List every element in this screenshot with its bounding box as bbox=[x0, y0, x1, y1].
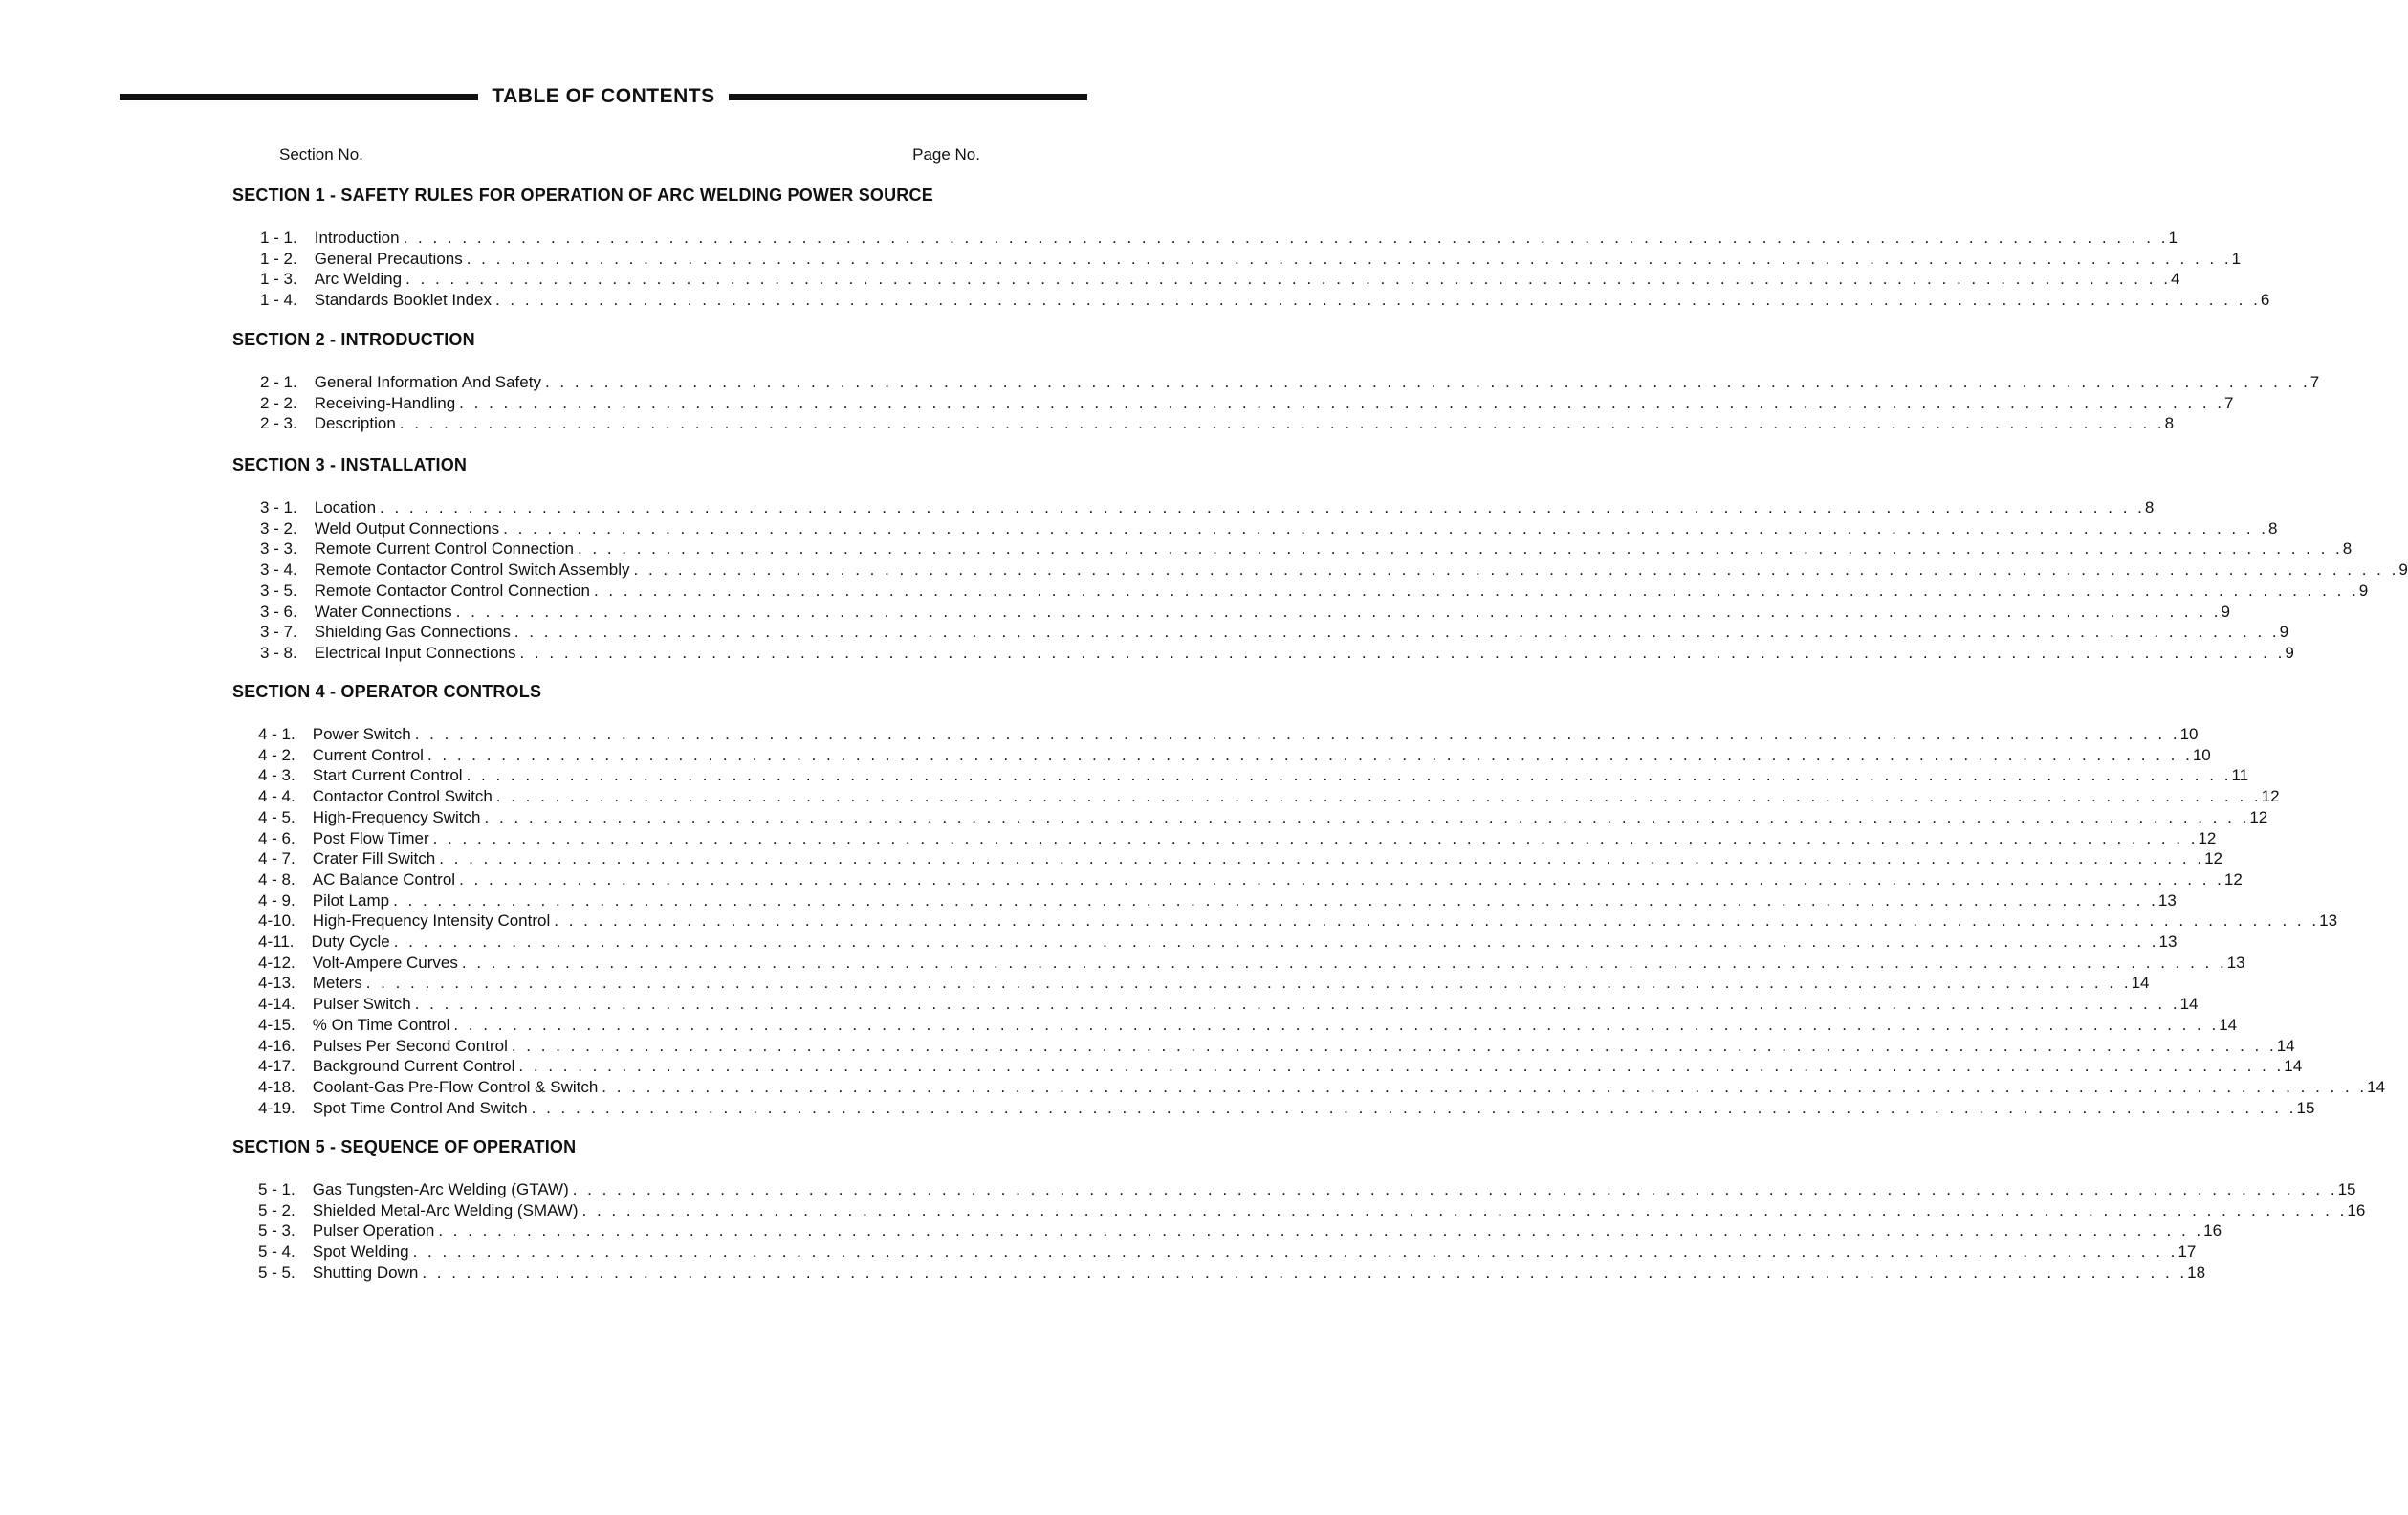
toc-entry bbox=[258, 869, 2243, 889]
dot-leader: . . . . . . . . . . . . . . . . . . . . . . . . . . . . . . . . . . . . . . . . . . . . . . . . . . . . . . . . . . . . . . . . . . . . . . . . . . . . . . . . . . . . . . . . . . . . . . . . . . . . . . . . . . . . . . . . . . . . . . . . bbox=[459, 869, 2224, 889]
entry-label: High-Frequency Intensity Control bbox=[312, 911, 551, 931]
entry-label-group bbox=[313, 994, 2180, 1014]
toc-entry bbox=[258, 848, 2222, 868]
entry-page-number: 14 bbox=[2179, 995, 2199, 1014]
entry-label-group bbox=[313, 1077, 2367, 1097]
entry-label-group bbox=[313, 1241, 2178, 1262]
toc-entry bbox=[260, 602, 2230, 622]
entry-label-group bbox=[313, 890, 2158, 911]
dot-leader: . . . . . . . . . . . . . . . . . . . . . . . . . . . . . . . . . . . . . . . . . . . . . . . . . . . . . . . . . . . . . . . . . . . . . . . . . . . . . . . . . . . . . . . . . . . . . . . . . . . . . . . . . . . . . . . . . . . . . . . . bbox=[518, 1057, 2285, 1076]
entry-number: 4 - 2. bbox=[258, 745, 296, 764]
entry-number: 5 - 5. bbox=[258, 1262, 296, 1282]
dot-leader: . . . . . . . . . . . . . . . . . . . . . . . . . . . . . . . . . . . . . . . . . . . . . . . . . . . . . . . . . . . . . . . . . . . . . . . . . . . . . . . . . . . . . . . . . . . . . . . . . . . . . . . . . . . . . . . . . . . . . . . . bbox=[602, 1077, 2368, 1096]
entry-page-number: 7 bbox=[2309, 373, 2320, 391]
dot-leader: . . . . . . . . . . . . . . . . . . . . . . . . . . . . . . . . . . . . . . . . . . . . . . . . . . . . . . . . . . . . . . . . . . . . . . . . . . . . . . . . . . . . . . . . . . . . . . . . . . . . . . . . . . . . . . . . . . . . . . . . bbox=[380, 498, 2145, 516]
dot-leader: . . . . . . . . . . . . . . . . . . . . . . . . . . . . . . . . . . . . . . . . . . . . . . . . . . . . . . . . . . . . . . . . . . . . . . . . . . . . . . . . . . . . . . . . . . . . . . . . . . . . . . . . . . . . . . . . . . . . . . . . bbox=[432, 828, 2199, 847]
title-bar bbox=[120, 82, 1087, 111]
entry-number: 3 - 6. bbox=[260, 602, 297, 621]
dot-leader: . . . . . . . . . . . . . . . . . . . . . . . . . . . . . . . . . . . . . . . . . . . . . . . . . . . . . . . . . . . . . . . . . . . . . . . . . . . . . . . . . . . . . . . . . . . . . . . . . . . . . . . . . . . . . . . . . . . . . . . . bbox=[554, 911, 2320, 931]
toc-entry bbox=[260, 560, 2408, 580]
entry-number: 4 - 1. bbox=[258, 725, 296, 743]
dot-leader: . . . . . . . . . . . . . . . . . . . . . . . . . . . . . . . . . . . . . . . . . . . . . . . . . . . . . . . . . . . . . . . . . . . . . . . . . . . . . . . . . . . . . . . . . . . . . . . . . . . . . . . . . . . . . . . . . . . . . . . . bbox=[503, 518, 2269, 538]
entry-number: 5 - 4. bbox=[258, 1242, 296, 1262]
entry-label-group bbox=[315, 372, 2310, 392]
entry-page-number: 9 bbox=[2285, 643, 2294, 662]
entry-page-number: 9 bbox=[2221, 602, 2230, 621]
entry-label: Introduction bbox=[314, 229, 400, 247]
entry-number: 2 - 3. bbox=[260, 414, 297, 433]
entry-number: 1 - 2. bbox=[260, 249, 297, 268]
entry-label-group bbox=[315, 581, 2359, 601]
toc-entry bbox=[260, 393, 2234, 413]
entry-number: 4-16. bbox=[258, 1036, 296, 1055]
entry-label: Duty Cycle bbox=[311, 933, 390, 951]
entry-label: % On Time Control bbox=[312, 1015, 450, 1034]
toc-entry bbox=[258, 1077, 2386, 1097]
entry-number: 4-15. bbox=[258, 1015, 296, 1034]
entry-page-number: 12 bbox=[2261, 787, 2280, 806]
entry-label: Pulser Switch bbox=[312, 995, 411, 1014]
entry-page-number: 10 bbox=[2179, 725, 2199, 743]
toc-entry bbox=[260, 249, 2242, 269]
entry-page-number: 12 bbox=[2249, 807, 2268, 826]
toc-entry bbox=[260, 538, 2353, 559]
entry-number: 2 - 1. bbox=[260, 373, 297, 391]
entry-number: 3 - 5. bbox=[260, 581, 297, 600]
toc-entry bbox=[260, 372, 2320, 392]
entry-page-number: 13 bbox=[2226, 953, 2245, 972]
section-heading: SECTION 4 - OPERATOR CONTROLS bbox=[232, 682, 542, 701]
entry-label-group bbox=[315, 269, 2171, 289]
entry-label-group bbox=[313, 828, 2199, 848]
entry-number: 5 - 2. bbox=[258, 1200, 296, 1219]
entry-label: Meters bbox=[312, 974, 362, 993]
entry-label: Pulses Per Second Control bbox=[312, 1036, 508, 1055]
entry-label-group bbox=[313, 1220, 2203, 1241]
dot-leader: . . . . . . . . . . . . . . . . . . . . . . . . . . . . . . . . . . . . . . . . . . . . . . . . . . . . . . . . . . . . . . . . . . . . . . . . . . . . . . . . . . . . . . . . . . . . . . . . . . . . . . . . . . . . . . . . . . . . . . . . bbox=[544, 373, 2310, 391]
entry-page-number: 10 bbox=[2192, 745, 2211, 764]
toc-entry bbox=[258, 1200, 2366, 1220]
entry-label-group bbox=[315, 538, 2343, 559]
toc-entry bbox=[258, 932, 2178, 952]
toc-entry bbox=[258, 1262, 2206, 1283]
entry-label: Shielded Metal-Arc Welding (SMAW) bbox=[312, 1200, 579, 1219]
entry-page-number: 9 bbox=[2279, 623, 2289, 642]
entry-label-group bbox=[313, 1179, 2338, 1199]
toc-entry bbox=[260, 269, 2180, 289]
dot-leader: . . . . . . . . . . . . . . . . . . . . . . . . . . . . . . . . . . . . . . . . . . . . . . . . . . . . . . . . . . . . . . . . . . . . . . . . . . . . . . . . . . . . . . . . . . . . . . . . . . . . . . . . . . . . . . . . . . . . . . . . bbox=[439, 849, 2205, 868]
entry-page-number: 4 bbox=[2170, 270, 2180, 289]
entry-page-number: 8 bbox=[2342, 539, 2353, 559]
entry-label-group bbox=[313, 911, 2319, 931]
entry-page-number: 12 bbox=[2204, 849, 2222, 868]
entry-label-group bbox=[313, 973, 2132, 993]
entry-number: 4-19. bbox=[258, 1098, 296, 1117]
toc-entry bbox=[258, 890, 2177, 911]
dot-leader: . . . . . . . . . . . . . . . . . . . . . . . . . . . . . . . . . . . . . . . . . . . . . . . . . . . . . . . . . . . . . . . . . . . . . . . . . . . . . . . . . . . . . . . . . . . . . . . . . . . . . . . . . . . . . . . . . . . . . . . . bbox=[453, 1015, 2220, 1034]
entry-label: Post Flow Timer bbox=[312, 828, 429, 847]
entry-label-group bbox=[313, 953, 2227, 973]
page-column-header: Page No. bbox=[912, 145, 980, 164]
entry-number: 4-11. bbox=[258, 933, 295, 951]
entry-page-number: 9 bbox=[2358, 581, 2369, 600]
entry-page-number: 7 bbox=[2224, 393, 2234, 412]
entry-label-group bbox=[315, 249, 2232, 269]
entry-label-group bbox=[313, 1015, 2219, 1035]
entry-label-group bbox=[312, 932, 2159, 952]
toc-entry bbox=[258, 786, 2280, 806]
dot-leader: . . . . . . . . . . . . . . . . . . . . . . . . . . . . . . . . . . . . . . . . . . . . . . . . . . . . . . . . . . . . . . . . . . . . . . . . . . . . . . . . . . . . . . . . . . . . . . . . . . . . . . . . . . . . . . . . . . . . . . . . bbox=[438, 1221, 2204, 1241]
entry-label-group bbox=[315, 560, 2399, 580]
entry-page-number: 14 bbox=[2276, 1036, 2295, 1055]
toc-entry bbox=[258, 828, 2217, 848]
entry-page-number: 14 bbox=[2219, 1015, 2238, 1034]
dot-leader: . . . . . . . . . . . . . . . . . . . . . . . . . . . . . . . . . . . . . . . . . . . . . . . . . . . . . . . . . . . . . . . . . . . . . . . . . . . . . . . . . . . . . . . . . . . . . . . . . . . . . . . . . . . . . . . . . . . . . . . . bbox=[412, 1242, 2178, 1262]
entry-number: 4 - 8. bbox=[258, 869, 296, 889]
entry-number: 3 - 1. bbox=[260, 498, 297, 516]
entry-page-number: 8 bbox=[2144, 498, 2155, 516]
entry-label: Water Connections bbox=[314, 602, 452, 621]
dot-leader: . . . . . . . . . . . . . . . . . . . . . . . . . . . . . . . . . . . . . . . . . . . . . . . . . . . . . . . . . . . . . . . . . . . . . . . . . . . . . . . . . . . . . . . . . . . . . . . . . . . . . . . . . . . . . . . . . . . . . . . . bbox=[365, 974, 2132, 993]
dot-leader: . . . . . . . . . . . . . . . . . . . . . . . . . . . . . . . . . . . . . . . . . . . . . . . . . . . . . . . . . . . . . . . . . . . . . . . . . . . . . . . . . . . . . . . . . . . . . . . . . . . . . . . . . . . . . . . . . . . . . . . . bbox=[593, 581, 2359, 600]
entry-label: Remote Current Control Connection bbox=[314, 539, 574, 559]
toc-entry bbox=[258, 1098, 2315, 1118]
entry-label-group bbox=[313, 869, 2224, 889]
entry-label: Electrical Input Connections bbox=[314, 643, 516, 662]
entry-page-number: 13 bbox=[2319, 911, 2338, 931]
entry-label: Current Control bbox=[312, 745, 424, 764]
entry-number: 4-12. bbox=[258, 953, 296, 972]
entry-label: Start Current Control bbox=[312, 766, 463, 785]
entry-label-group bbox=[315, 393, 2224, 413]
toc-entry bbox=[260, 581, 2369, 601]
entry-label: Standards Booklet Index bbox=[314, 291, 492, 310]
entry-label-group bbox=[315, 228, 2169, 248]
toc-entry bbox=[258, 973, 2150, 993]
entry-label: Arc Welding bbox=[314, 270, 403, 289]
dot-leader: . . . . . . . . . . . . . . . . . . . . . . . . . . . . . . . . . . . . . . . . . . . . . . . . . . . . . . . . . . . . . . . . . . . . . . . . . . . . . . . . . . . . . . . . . . . . . . . . . . . . . . . . . . . . . . . . . . . . . . . . bbox=[495, 787, 2262, 806]
toc-entry bbox=[258, 807, 2268, 827]
entry-page-number: 8 bbox=[2164, 414, 2175, 433]
entry-label: Remote Contactor Control Connection bbox=[314, 581, 590, 600]
entry-number: 3 - 4. bbox=[260, 560, 297, 580]
toc-entry bbox=[260, 497, 2155, 517]
entry-page-number: 15 bbox=[2337, 1180, 2356, 1198]
toc-entry bbox=[258, 745, 2211, 765]
entry-label: High-Frequency Switch bbox=[312, 807, 481, 826]
entry-page-number: 8 bbox=[2268, 518, 2278, 538]
entry-label: Receiving-Handling bbox=[314, 393, 456, 412]
section-column-header: Section No. bbox=[279, 145, 363, 164]
entry-number: 4 - 6. bbox=[258, 828, 296, 847]
toc-entry bbox=[258, 994, 2199, 1014]
entry-label: Remote Contactor Control Switch Assembly bbox=[314, 560, 630, 580]
dot-leader: . . . . . . . . . . . . . . . . . . . . . . . . . . . . . . . . . . . . . . . . . . . . . . . . . . . . . . . . . . . . . . . . . . . . . . . . . . . . . . . . . . . . . . . . . . . . . . . . . . . . . . . . . . . . . . . . . . . . . . . . bbox=[455, 602, 2222, 621]
entry-label-group bbox=[315, 413, 2165, 433]
toc-entry bbox=[260, 643, 2294, 663]
entry-label-group bbox=[315, 602, 2222, 622]
dot-leader: . . . . . . . . . . . . . . . . . . . . . . . . . . . . . . . . . . . . . . . . . . . . . . . . . . . . . . . . . . . . . . . . . . . . . . . . . . . . . . . . . . . . . . . . . . . . . . . . . . . . . . . . . . . . . . . . . . . . . . . . bbox=[405, 270, 2171, 289]
entry-label-group bbox=[313, 848, 2204, 868]
entry-label: Crater Fill Switch bbox=[312, 849, 436, 868]
entry-page-number: 9 bbox=[2398, 560, 2408, 580]
entry-page-number: 12 bbox=[2223, 869, 2243, 889]
toc-entry bbox=[258, 953, 2245, 973]
entry-number: 4-13. bbox=[258, 974, 296, 993]
entry-number: 3 - 3. bbox=[260, 539, 297, 559]
section-heading: SECTION 2 - INTRODUCTION bbox=[232, 330, 475, 349]
entry-number: 1 - 4. bbox=[260, 291, 297, 310]
entry-number: 5 - 1. bbox=[258, 1180, 296, 1198]
dot-leader: . . . . . . . . . . . . . . . . . . . . . . . . . . . . . . . . . . . . . . . . . . . . . . . . . . . . . . . . . . . . . . . . . . . . . . . . . . . . . . . . . . . . . . . . . . . . . . . . . . . . . . . . . . . . . . . . . . . . . . . . bbox=[514, 623, 2280, 642]
entry-page-number: 18 bbox=[2187, 1262, 2206, 1282]
dot-leader: . . . . . . . . . . . . . . . . . . . . . . . . . . . . . . . . . . . . . . . . . . . . . . . . . . . . . . . . . . . . . . . . . . . . . . . . . . . . . . . . . . . . . . . . . . . . . . . . . . . . . . . . . . . . . . . . . . . . . . . . bbox=[577, 539, 2343, 559]
dot-leader: . . . . . . . . . . . . . . . . . . . . . . . . . . . . . . . . . . . . . . . . . . . . . . . . . . . . . . . . . . . . . . . . . . . . . . . . . . . . . . . . . . . . . . . . . . . . . . . . . . . . . . . . . . . . . . . . . . . . . . . . bbox=[461, 953, 2227, 972]
entry-page-number: 1 bbox=[2231, 249, 2242, 268]
entry-label-group bbox=[315, 643, 2286, 663]
entry-label: Shutting Down bbox=[312, 1262, 419, 1282]
toc-entry bbox=[258, 1056, 2303, 1076]
toc-entry bbox=[258, 1015, 2238, 1035]
entry-label: Weld Output Connections bbox=[314, 518, 500, 538]
section-heading: SECTION 3 - INSTALLATION bbox=[232, 455, 468, 474]
entry-label: Spot Welding bbox=[312, 1242, 409, 1262]
entry-label: Pilot Lamp bbox=[312, 890, 390, 910]
entry-number: 2 - 2. bbox=[260, 393, 297, 412]
entry-number: 4 - 3. bbox=[258, 766, 296, 785]
entry-number: 4-14. bbox=[258, 995, 296, 1014]
entry-label: Description bbox=[314, 414, 396, 433]
entry-label-group bbox=[313, 765, 2232, 785]
entry-page-number: 17 bbox=[2178, 1242, 2197, 1262]
dot-leader: . . . . . . . . . . . . . . . . . . . . . . . . . . . . . . . . . . . . . . . . . . . . . . . . . . . . . . . . . . . . . . . . . . . . . . . . . . . . . . . . . . . . . . . . . . . . . . . . . . . . . . . . . . . . . . . . . . . . . . . . bbox=[581, 1200, 2348, 1219]
entry-label-group bbox=[313, 724, 2180, 744]
entry-label: Pulser Operation bbox=[312, 1221, 435, 1241]
entry-number: 4 - 4. bbox=[258, 787, 296, 806]
section-heading: SECTION 1 - SAFETY RULES FOR OPERATION OF ARC WELDING POWER SOURCE bbox=[232, 186, 933, 205]
entry-label-group bbox=[313, 786, 2262, 806]
entry-number: 1 - 3. bbox=[260, 270, 297, 289]
entry-number: 4-10. bbox=[258, 911, 296, 931]
entry-label-group bbox=[313, 807, 2250, 827]
entry-label-group bbox=[315, 622, 2280, 642]
toc-entry bbox=[258, 1036, 2295, 1056]
entry-page-number: 14 bbox=[2131, 974, 2150, 993]
title-rule-left bbox=[120, 94, 478, 100]
entry-number: 3 - 8. bbox=[260, 643, 297, 662]
entry-label: Spot Time Control And Switch bbox=[312, 1098, 528, 1117]
entry-label: Location bbox=[314, 498, 377, 516]
dot-leader: . . . . . . . . . . . . . . . . . . . . . . . . . . . . . . . . . . . . . . . . . . . . . . . . . . . . . . . . . . . . . . . . . . . . . . . . . . . . . . . . . . . . . . . . . . . . . . . . . . . . . . . . . . . . . . . . . . . . . . . . bbox=[403, 229, 2169, 247]
entry-label: Coolant-Gas Pre-Flow Control & Switch bbox=[312, 1077, 599, 1096]
entry-label: Contactor Control Switch bbox=[312, 787, 493, 806]
entry-label-group bbox=[315, 290, 2261, 310]
entry-number: 4-17. bbox=[258, 1057, 296, 1076]
dot-leader: . . . . . . . . . . . . . . . . . . . . . . . . . . . . . . . . . . . . . . . . . . . . . . . . . . . . . . . . . . . . . . . . . . . . . . . . . . . . . . . . . . . . . . . . . . . . . . . . . . . . . . . . . . . . . . . . . . . . . . . . bbox=[484, 807, 2250, 826]
entry-label: Volt-Ampere Curves bbox=[312, 953, 458, 972]
entry-label: Shielding Gas Connections bbox=[314, 623, 511, 642]
dot-leader: . . . . . . . . . . . . . . . . . . . . . . . . . . . . . . . . . . . . . . . . . . . . . . . . . . . . . . . . . . . . . . . . . . . . . . . . . . . . . . . . . . . . . . . . . . . . . . . . . . . . . . . . . . . . . . . . . . . . . . . . bbox=[393, 933, 2159, 951]
page-title: TABLE OF CONTENTS bbox=[492, 85, 715, 107]
toc-entry bbox=[258, 1241, 2197, 1262]
section-heading: SECTION 5 - SEQUENCE OF OPERATION bbox=[232, 1137, 577, 1156]
toc-entry bbox=[258, 911, 2338, 931]
entry-number: 4 - 9. bbox=[258, 890, 296, 910]
toc-entry bbox=[258, 765, 2249, 785]
entry-page-number: 1 bbox=[2168, 229, 2178, 247]
entry-page-number: 6 bbox=[2260, 291, 2270, 310]
entry-number: 4 - 7. bbox=[258, 849, 296, 868]
entry-label-group bbox=[315, 518, 2268, 538]
entry-label: Power Switch bbox=[312, 725, 411, 743]
dot-leader: . . . . . . . . . . . . . . . . . . . . . . . . . . . . . . . . . . . . . . . . . . . . . . . . . . . . . . . . . . . . . . . . . . . . . . . . . . . . . . . . . . . . . . . . . . . . . . . . . . . . . . . . . . . . . . . . . . . . . . . . bbox=[414, 995, 2180, 1014]
title-rule-right bbox=[729, 94, 1087, 100]
entry-page-number: 11 bbox=[2231, 766, 2249, 785]
entry-label-group bbox=[313, 1036, 2277, 1056]
toc-entry bbox=[260, 228, 2178, 248]
entry-label: General Precautions bbox=[314, 249, 463, 268]
toc-entry bbox=[258, 1179, 2356, 1199]
entry-page-number: 12 bbox=[2198, 828, 2217, 847]
toc-entry bbox=[260, 518, 2278, 538]
dot-leader: . . . . . . . . . . . . . . . . . . . . . . . . . . . . . . . . . . . . . . . . . . . . . . . . . . . . . . . . . . . . . . . . . . . . . . . . . . . . . . . . . . . . . . . . . . . . . . . . . . . . . . . . . . . . . . . . . . . . . . . . bbox=[633, 560, 2399, 580]
toc-entry bbox=[258, 724, 2199, 744]
toc-entry bbox=[260, 290, 2270, 310]
dot-leader: . . . . . . . . . . . . . . . . . . . . . . . . . . . . . . . . . . . . . . . . . . . . . . . . . . . . . . . . . . . . . . . . . . . . . . . . . . . . . . . . . . . . . . . . . . . . . . . . . . . . . . . . . . . . . . . . . . . . . . . . bbox=[519, 643, 2286, 662]
entry-label: Background Current Control bbox=[312, 1057, 515, 1076]
entry-number: 3 - 7. bbox=[260, 623, 297, 642]
entry-label-group bbox=[315, 497, 2145, 517]
toc-entry bbox=[260, 413, 2175, 433]
dot-leader: . . . . . . . . . . . . . . . . . . . . . . . . . . . . . . . . . . . . . . . . . . . . . . . . . . . . . . . . . . . . . . . . . . . . . . . . . . . . . . . . . . . . . . . . . . . . . . . . . . . . . . . . . . . . . . . . . . . . . . . . bbox=[494, 291, 2261, 310]
entry-label-group bbox=[313, 1262, 2187, 1283]
entry-label-group bbox=[313, 745, 2193, 765]
dot-leader: . . . . . . . . . . . . . . . . . . . . . . . . . . . . . . . . . . . . . . . . . . . . . . . . . . . . . . . . . . . . . . . . . . . . . . . . . . . . . . . . . . . . . . . . . . . . . . . . . . . . . . . . . . . . . . . . . . . . . . . . bbox=[427, 745, 2193, 764]
entry-label: AC Balance Control bbox=[312, 869, 456, 889]
entry-number: 5 - 3. bbox=[258, 1221, 296, 1241]
dot-leader: . . . . . . . . . . . . . . . . . . . . . . . . . . . . . . . . . . . . . . . . . . . . . . . . . . . . . . . . . . . . . . . . . . . . . . . . . . . . . . . . . . . . . . . . . . . . . . . . . . . . . . . . . . . . . . . . . . . . . . . . bbox=[399, 414, 2165, 433]
dot-leader: . . . . . . . . . . . . . . . . . . . . . . . . . . . . . . . . . . . . . . . . . . . . . . . . . . . . . . . . . . . . . . . . . . . . . . . . . . . . . . . . . . . . . . . . . . . . . . . . . . . . . . . . . . . . . . . . . . . . . . . . bbox=[393, 890, 2158, 910]
dot-leader: . . . . . . . . . . . . . . . . . . . . . . . . . . . . . . . . . . . . . . . . . . . . . . . . . . . . . . . . . . . . . . . . . . . . . . . . . . . . . . . . . . . . . . . . . . . . . . . . . . . . . . . . . . . . . . . . . . . . . . . . bbox=[422, 1262, 2188, 1282]
entry-label: General Information And Safety bbox=[314, 373, 541, 391]
dot-leader: . . . . . . . . . . . . . . . . . . . . . . . . . . . . . . . . . . . . . . . . . . . . . . . . . . . . . . . . . . . . . . . . . . . . . . . . . . . . . . . . . . . . . . . . . . . . . . . . . . . . . . . . . . . . . . . . . . . . . . . . bbox=[466, 766, 2232, 785]
entry-page-number: 15 bbox=[2296, 1098, 2315, 1117]
toc-entry bbox=[260, 622, 2289, 642]
entry-page-number: 13 bbox=[2157, 890, 2177, 910]
entry-page-number: 16 bbox=[2347, 1200, 2366, 1219]
dot-leader: . . . . . . . . . . . . . . . . . . . . . . . . . . . . . . . . . . . . . . . . . . . . . . . . . . . . . . . . . . . . . . . . . . . . . . . . . . . . . . . . . . . . . . . . . . . . . . . . . . . . . . . . . . . . . . . . . . . . . . . . bbox=[511, 1036, 2277, 1055]
entry-page-number: 13 bbox=[2158, 933, 2178, 951]
entry-number: 3 - 2. bbox=[260, 518, 297, 538]
dot-leader: . . . . . . . . . . . . . . . . . . . . . . . . . . . . . . . . . . . . . . . . . . . . . . . . . . . . . . . . . . . . . . . . . . . . . . . . . . . . . . . . . . . . . . . . . . . . . . . . . . . . . . . . . . . . . . . . . . . . . . . . bbox=[572, 1180, 2338, 1198]
entry-number: 4-18. bbox=[258, 1077, 296, 1096]
entry-page-number: 14 bbox=[2284, 1057, 2303, 1076]
dot-leader: . . . . . . . . . . . . . . . . . . . . . . . . . . . . . . . . . . . . . . . . . . . . . . . . . . . . . . . . . . . . . . . . . . . . . . . . . . . . . . . . . . . . . . . . . . . . . . . . . . . . . . . . . . . . . . . . . . . . . . . . bbox=[531, 1098, 2297, 1117]
toc-entry bbox=[258, 1220, 2222, 1241]
entry-page-number: 16 bbox=[2203, 1221, 2222, 1241]
entry-label-group bbox=[313, 1056, 2285, 1076]
dot-leader: . . . . . . . . . . . . . . . . . . . . . . . . . . . . . . . . . . . . . . . . . . . . . . . . . . . . . . . . . . . . . . . . . . . . . . . . . . . . . . . . . . . . . . . . . . . . . . . . . . . . . . . . . . . . . . . . . . . . . . . . bbox=[414, 725, 2180, 743]
entry-number: 1 - 1. bbox=[260, 229, 297, 247]
entry-page-number: 14 bbox=[2367, 1077, 2386, 1096]
entry-label: Gas Tungsten-Arc Welding (GTAW) bbox=[312, 1180, 569, 1198]
entry-label-group bbox=[313, 1200, 2348, 1220]
entry-number: 4 - 5. bbox=[258, 807, 296, 826]
dot-leader: . . . . . . . . . . . . . . . . . . . . . . . . . . . . . . . . . . . . . . . . . . . . . . . . . . . . . . . . . . . . . . . . . . . . . . . . . . . . . . . . . . . . . . . . . . . . . . . . . . . . . . . . . . . . . . . . . . . . . . . . bbox=[466, 249, 2232, 268]
dot-leader: . . . . . . . . . . . . . . . . . . . . . . . . . . . . . . . . . . . . . . . . . . . . . . . . . . . . . . . . . . . . . . . . . . . . . . . . . . . . . . . . . . . . . . . . . . . . . . . . . . . . . . . . . . . . . . . . . . . . . . . . bbox=[459, 393, 2225, 412]
entry-label-group bbox=[313, 1098, 2297, 1118]
